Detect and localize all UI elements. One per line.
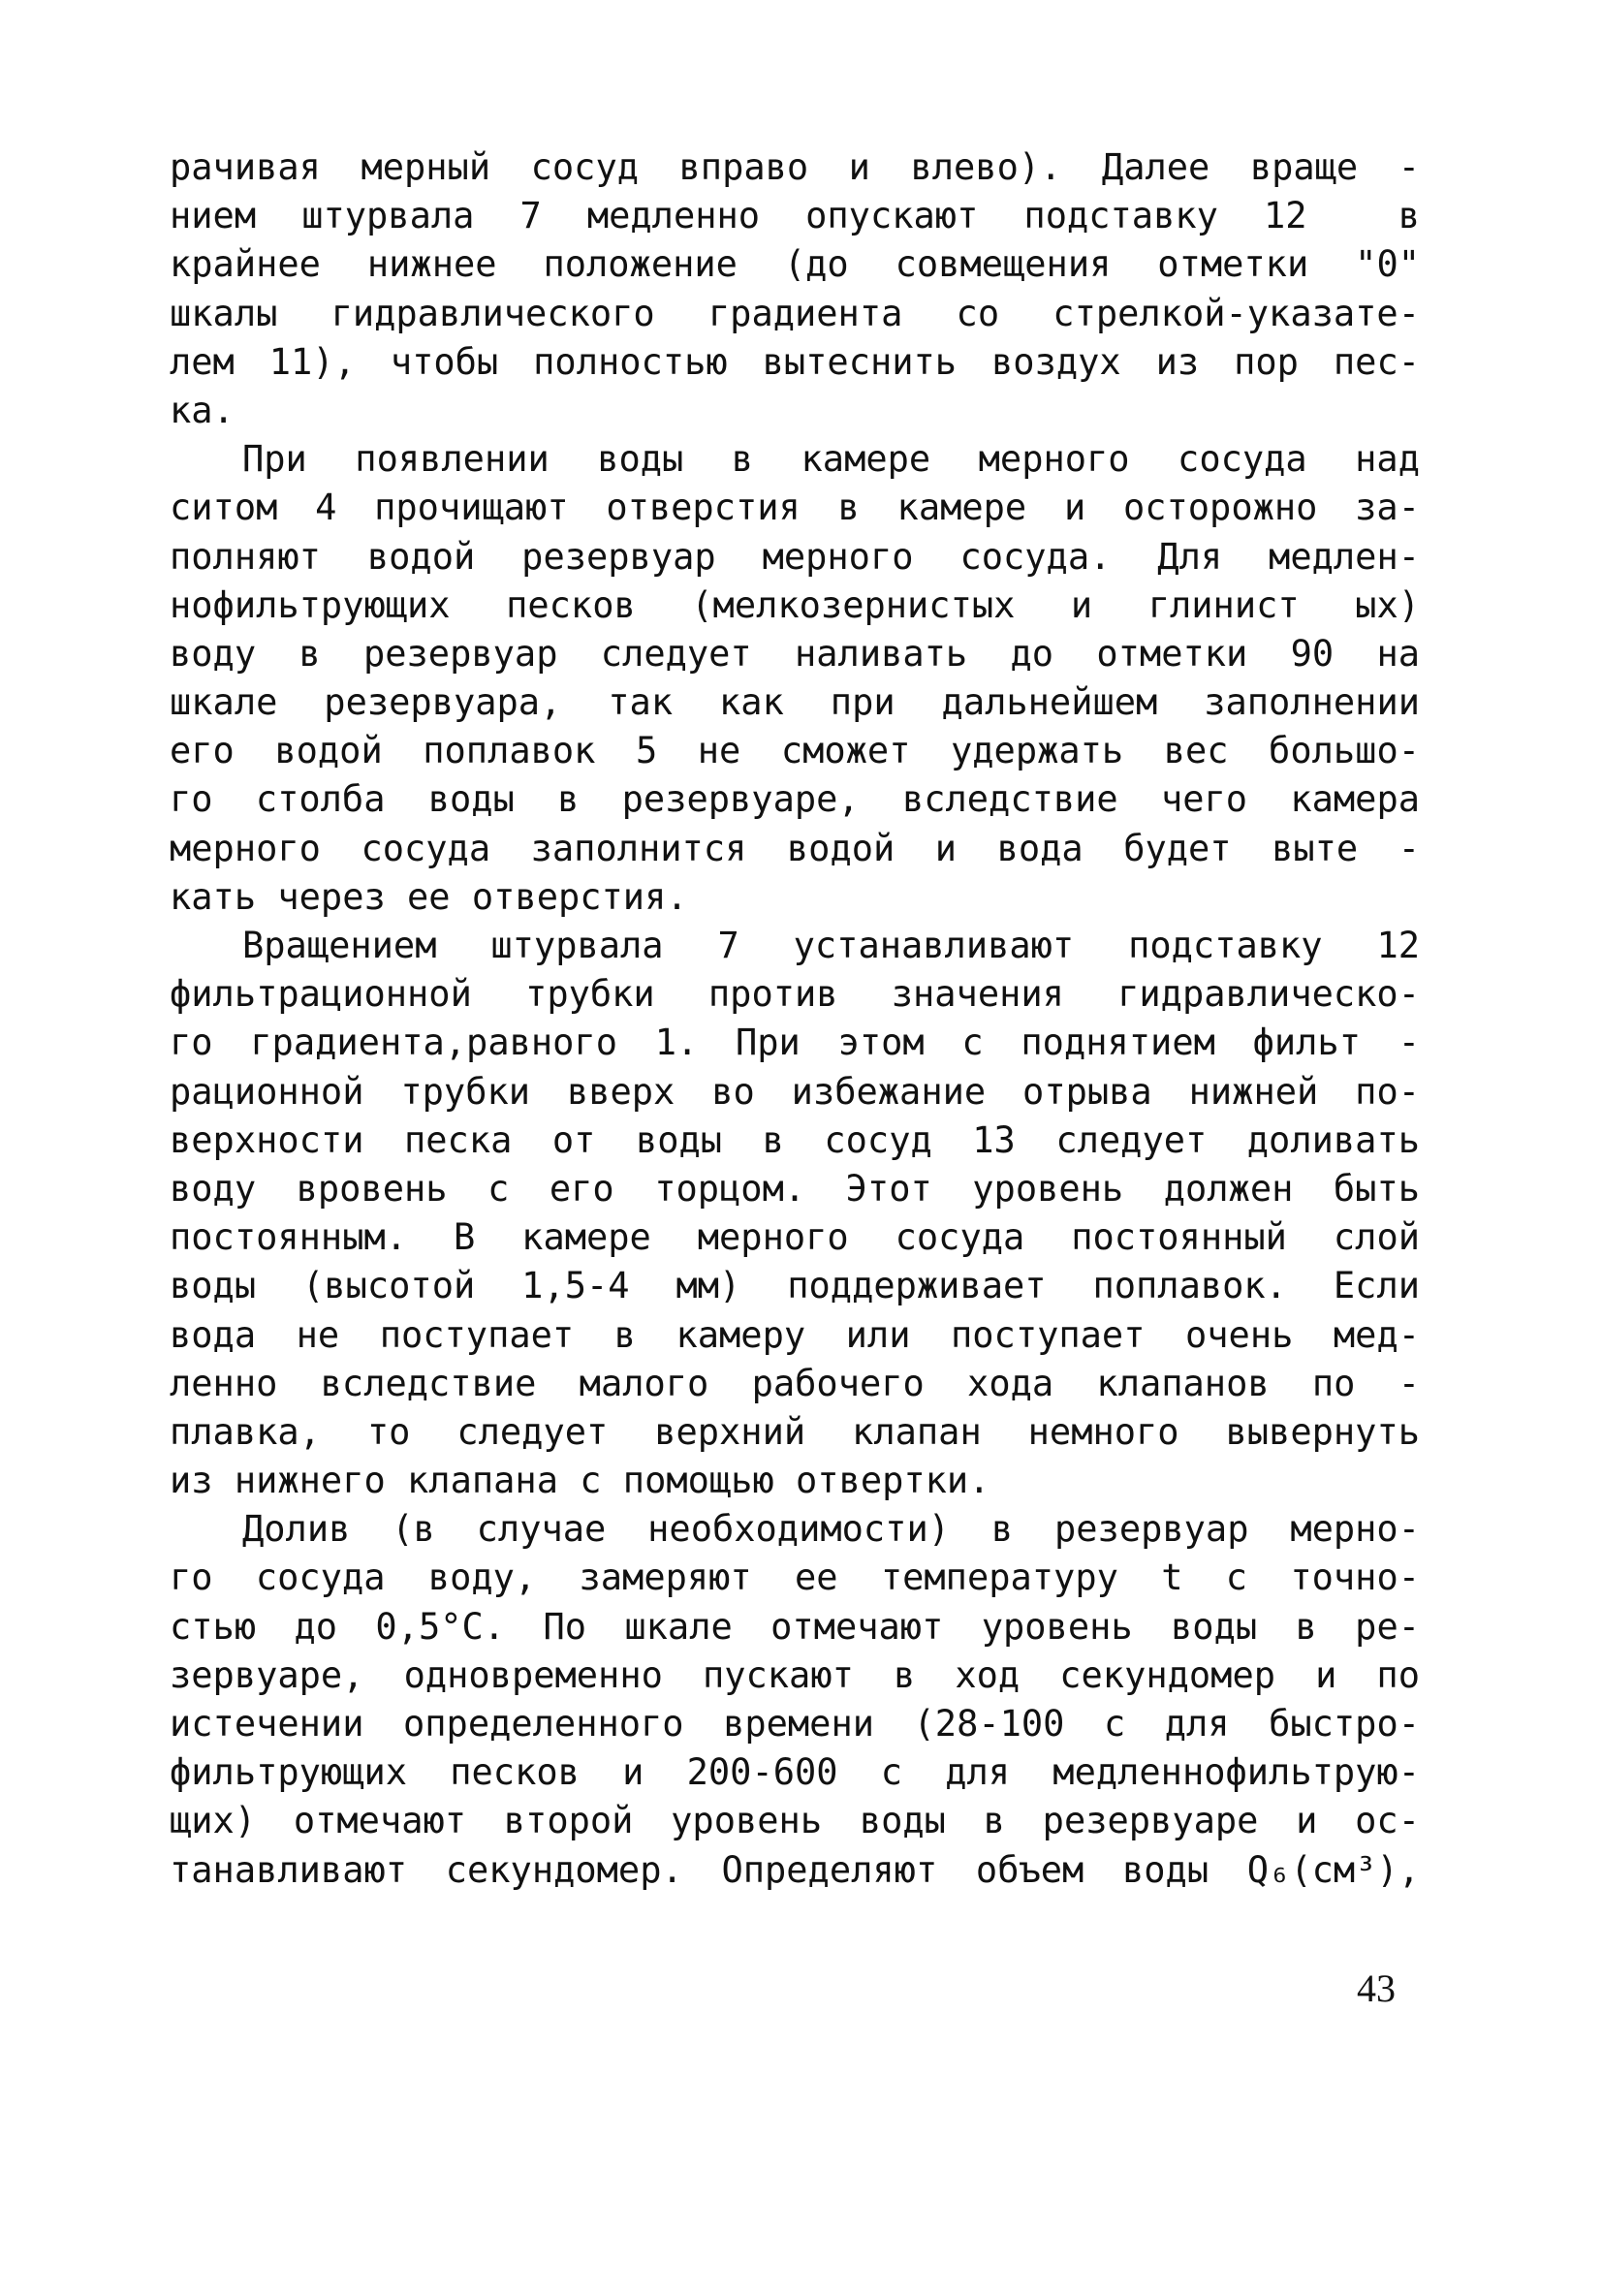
text-line: постоянным. В камере мерного сосуда постоянный слой: [170, 1216, 1420, 1259]
text-line: верхности песка от воды в сосуд 13 следует доливать: [170, 1118, 1420, 1161]
text-line: рационной трубки вверх во избежание отрыва нижней по-: [170, 1070, 1420, 1113]
text-line: го столба воды в резервуаре, вследствие чего камера: [170, 778, 1420, 821]
text-line: из нижнего клапана с помощью отвертки.: [170, 1460, 990, 1502]
text-line: лем 11), чтобы полностью вытеснить воздух из пор пес-: [170, 340, 1420, 383]
text-line: воду в резервуар следует наливать до отметки 90 на: [170, 632, 1420, 675]
text-line: полняют водой резервуар мерного сосуда. Для медлен-: [170, 535, 1420, 578]
text-line: его водой поплавок 5 не сможет удержать вес большо-: [170, 730, 1420, 772]
text-line: го градиента,равного 1. При этом с поднятием фильт -: [170, 1022, 1420, 1064]
text-line: стью до 0,5°С. По шкале отмечают уровень воды в ре-: [170, 1605, 1420, 1648]
text-line: танавливают секундомер. Определяют объем воды Q₆(см³),: [170, 1848, 1420, 1891]
text-line: нием штурвала 7 медленно опускают подставку 12 в: [170, 195, 1420, 237]
text-line: мерного сосуда заполнится водой и вода будет выте -: [170, 827, 1420, 869]
text-line: фильтрационной трубки против значения гидравлическо-: [170, 973, 1420, 1016]
text-line: ка.: [170, 389, 235, 431]
text-line: вода не поступает в камеру или поступает очень мед-: [170, 1313, 1420, 1356]
text-line: ленно вследствие малого рабочего хода клапанов по -: [170, 1362, 1420, 1404]
text-line: плавка, то следует верхний клапан немного вывернуть: [170, 1410, 1420, 1453]
text-line: шкалы гидравлического градиента со стрелкой-указате-: [170, 292, 1420, 334]
text-line: щих) отмечают второй уровень воды в резервуаре и ос-: [170, 1800, 1420, 1842]
text-line: воды (высотой 1,5-4 мм) поддерживает поплавок. Если: [170, 1265, 1420, 1307]
body-text: [170, 143, 1420, 1895]
text-line: фильтрующих песков и 200-600 с для медленнофильтрую-: [170, 1751, 1420, 1794]
page-number: 43: [1357, 1966, 1396, 2010]
text-line: воду вровень с его торцом. Этот уровень должен быть: [170, 1167, 1420, 1210]
text-line: го сосуда воду, замеряют ее температуру t с точно-: [170, 1557, 1420, 1599]
text-line: кать через ее отверстия.: [170, 875, 688, 918]
text-line: При появлении воды в камере мерного сосуда над: [242, 438, 1420, 481]
text-line: крайнее нижнее положение (до совмещения отметки "0": [170, 243, 1420, 286]
text-line: Долив (в случае необходимости) в резервуар мерно-: [242, 1508, 1420, 1551]
text-line: ситом 4 прочищают отверстия в камере и осторожно за-: [170, 487, 1420, 529]
text-line: зервуаре, одновременно пускают в ход секундомер и по: [170, 1653, 1420, 1696]
text-line: истечении определенного времени (28-100 с для быстро-: [170, 1703, 1420, 1745]
text-line: Вращением штурвала 7 устанавливают подставку 12: [242, 925, 1420, 966]
text-line: нофильтрующих песков (мелкозернистых и глинист ых): [170, 583, 1420, 626]
text-line: рачивая мерный сосуд вправо и влево). Далее враще -: [170, 146, 1420, 188]
text-line: шкале резервуара, так как при дальнейшем заполнении: [170, 681, 1420, 724]
